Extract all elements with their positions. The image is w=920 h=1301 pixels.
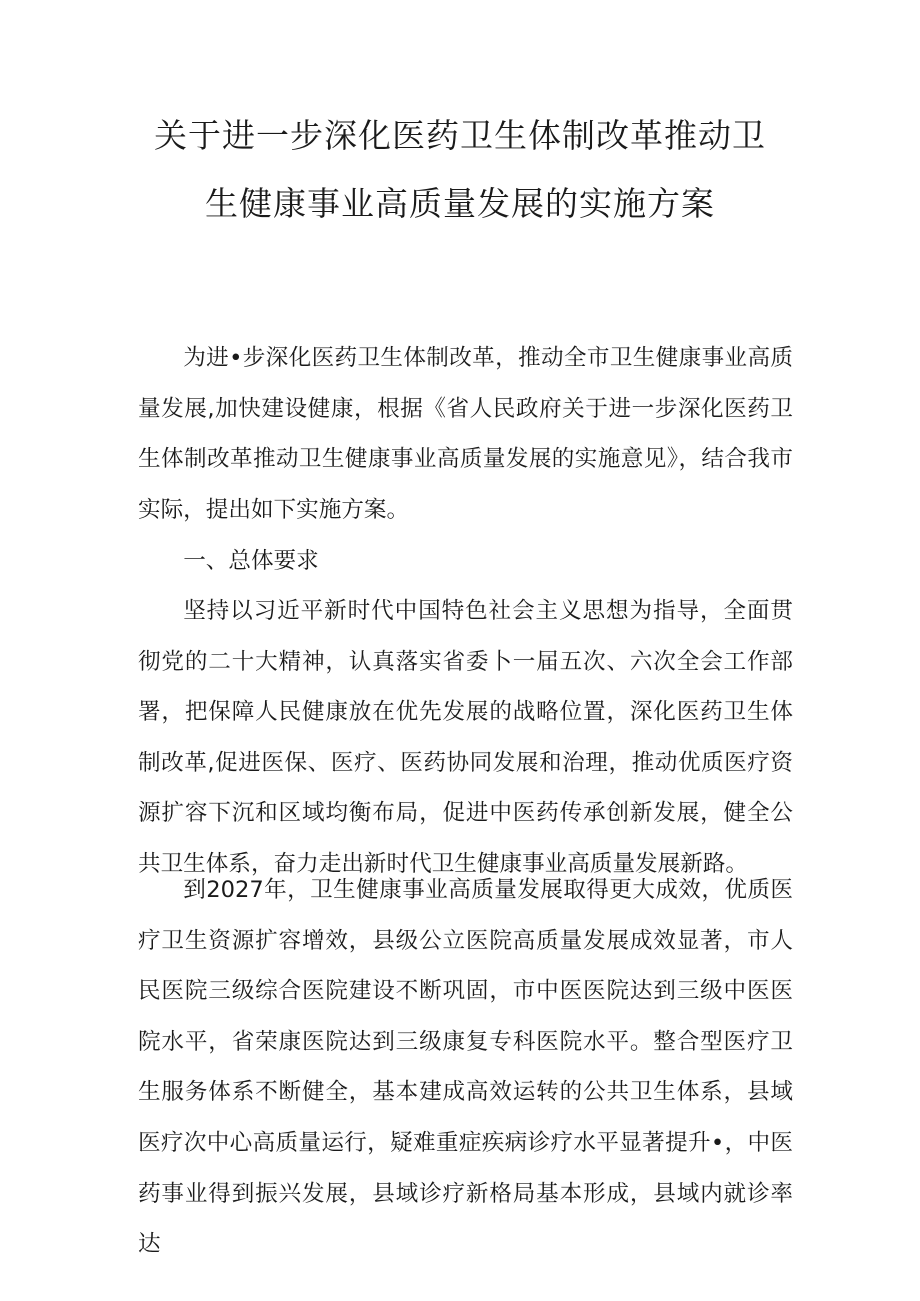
goals-2027-paragraph: 到2027年，卫生健康事业高质量发展取得更大成效，优质医疗卫生资源扩容增效，县级公立医院高质量发展成效显著，市人民医院三级综合医院建设不断巩固，市中医医院达到三级中医医院水平，省荣康医院达到三级康复专科医院水平。整合型医疗卫生服务体系不断健全，基本建成高效运转的公共卫生体系，县域医疗次中心高质量运行，疑难重症疾病诊疗水平显著提升•，中医药事业得到振兴发展，县域诊疗新格局基本形成，县域内就诊率达 — [138, 877, 793, 1258]
guiding-principle-paragraph: 坚持以习近平新时代中国特色社会主义思想为指导，全面贯彻党的二十大精神，认真落实省委卜一届五次、六次全会工作部署，把保障人民健康放在优先发展的战略位置，深化医药卫生体制改革,促进医保、医疗、医药协同发展和治理，推动优质医疗资源扩容下沉和区域均衡布局，促进中医药传承创新发展，健全公共卫生体系，奋力走出新时代卫生健康事业高质量发展新路。 — [138, 598, 793, 877]
document-title-line-2: 生健康事业高质量发展的实施方案 — [205, 184, 715, 223]
document-title-line-1: 关于进一步深化医药卫生体制改革推动卫 — [154, 116, 766, 155]
section-heading-general-requirements: 一、总体要求 — [183, 548, 319, 574]
intro-paragraph: 为进•步深化医药卫生体制改革，推动全市卫生健康事业高质量发展,加快建设健康，根据《省人民政府关于进一步深化医药卫生体制改革推动卫生健康事业高质量发展的实施意见》，结合我市实际，提出如下实施方案。 — [138, 345, 793, 523]
